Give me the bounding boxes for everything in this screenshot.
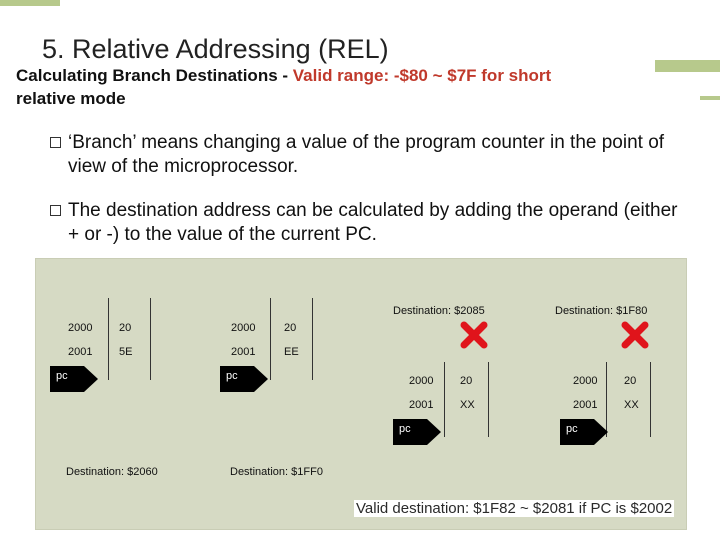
address-cell: 2001 (231, 346, 256, 358)
value-cell: 20 (284, 322, 297, 334)
pc-arrow-icon (393, 419, 439, 443)
address-cell: 2001 (573, 399, 598, 411)
pc-arrow-icon (220, 366, 266, 390)
address-cell: 2000 (68, 322, 93, 334)
bullet-text: The destination address can be calculated by adding the operand (either + or -) to the value of the current PC. (68, 200, 678, 245)
valid-range-note: Valid destination: $1F82 ~ $2081 if PC is $2002 (356, 500, 673, 517)
pc-label: pc (56, 370, 68, 382)
column-divider (488, 362, 489, 437)
pc-arrow-icon (560, 419, 606, 443)
address-cell: 2001 (409, 399, 434, 411)
column-divider (312, 298, 313, 380)
value-cell: 20 (119, 322, 132, 334)
address-cell: 2000 (231, 322, 256, 334)
value-cell: 5E (119, 346, 133, 358)
address-cell: 2000 (409, 375, 434, 387)
destination-caption: Destination: $1FF0 (230, 466, 323, 478)
column-divider (650, 362, 651, 437)
destination-caption: Destination: $1F80 (555, 305, 648, 317)
subtitle-main: Calculating Branch Destinations - (16, 66, 293, 85)
subtitle-continuation: relative mode (16, 89, 126, 108)
invalid-x-icon (459, 320, 489, 350)
column-divider (150, 298, 151, 380)
accent-bar-right-thin (700, 96, 720, 100)
destination-caption: Destination: $2060 (66, 466, 158, 478)
value-cell: 20 (624, 375, 637, 387)
pc-label: pc (399, 423, 411, 435)
address-cell: 2001 (68, 346, 93, 358)
bullet-text: ‘Branch’ means changing a value of the program counter in the point of view of the microprocessor. (68, 132, 665, 177)
value-cell: XX (460, 399, 475, 411)
bullet-1 (50, 131, 690, 179)
pc-label: pc (226, 370, 238, 382)
accent-bar-left (0, 0, 60, 6)
value-cell: XX (624, 399, 639, 411)
address-cell: 2000 (573, 375, 598, 387)
value-cell: EE (284, 346, 299, 358)
invalid-x-icon (620, 320, 650, 350)
pc-arrow-icon (50, 366, 96, 390)
pc-label: pc (566, 423, 578, 435)
bullet-box-icon (50, 205, 61, 216)
destination-caption: Destination: $2085 (393, 305, 485, 317)
subtitle-highlight: Valid range: -$80 ~ $7F for short (292, 66, 552, 85)
diagram-panel (35, 258, 687, 530)
slide-title: 5. Relative Addressing (REL) (42, 34, 389, 64)
slide-subtitle (16, 64, 676, 110)
column-divider (108, 298, 109, 380)
value-cell: 20 (460, 375, 473, 387)
bullet-2 (50, 199, 690, 247)
bullet-box-icon (50, 137, 61, 148)
